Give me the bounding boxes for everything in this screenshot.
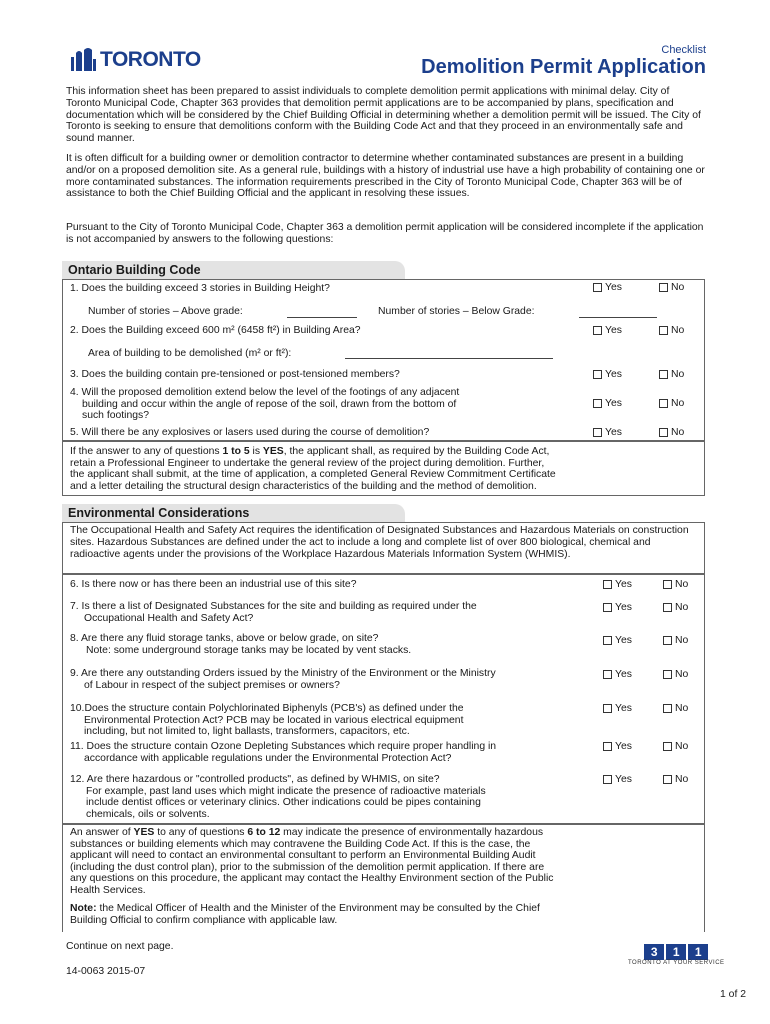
page-number: 1 of 2	[720, 989, 746, 1000]
q4-yes-checkbox[interactable]: Yes	[593, 398, 622, 409]
demolition-area-field[interactable]	[345, 358, 553, 359]
env-intro: The Occupational Health and Safety Act requires the identification of Designated Substances and Hazardous Materials on construction sites. Hazardous Substances are defined under the act to include a long and complete list of over 800 biological, chemical and radioactive agents under the provisions of the Workplace Hazardous Materials Information System (WHMIS).	[70, 525, 689, 560]
q10-no-checkbox[interactable]: No	[663, 703, 688, 714]
checkbox-icon	[659, 326, 668, 335]
q2-yes-checkbox[interactable]: Yes	[593, 325, 622, 336]
intro-paragraph-2: It is often difficult for a building owner or demolition contractor to determine whether contaminated substances are present in a building and/or on a proposed demolition site. As a general rule, buildings with a history of industrial use have a high probability of containing one or more contaminated substances. The information requirements prescribed in the City of Toronto Municipal Code, Chapter 363 will be of assistance to both the Chief Building Official and the applicant in resolving these issues.	[66, 153, 705, 200]
q9-no-checkbox[interactable]: No	[663, 669, 688, 680]
env-note: Note: the Medical Officer of Health and the Minister of the Environment may be consulted by the Chief Building Official to confirm compliance with applicable law.	[70, 903, 540, 926]
intro-paragraph-3: Pursuant to the City of Toronto Municipal Code, Chapter 363 a demolition permit application will be considered incomplete if the application is not accompanied by answers to the following questions:	[66, 222, 704, 245]
checkbox-icon	[593, 370, 602, 379]
question-6: 6. Is there now or has there been an industrial use of this site?	[70, 579, 357, 590]
checkbox-icon	[603, 775, 612, 784]
logo-wordmark: TORONTO	[100, 48, 201, 71]
q11-yes-checkbox[interactable]: Yes	[603, 741, 632, 752]
checkbox-icon	[593, 283, 602, 292]
q1-yes-checkbox[interactable]: Yes	[593, 282, 622, 293]
question-5: 5. Will there be any explosives or lasers used during the course of demolition?	[70, 427, 430, 438]
form-number: 14-0063 2015-07	[66, 966, 146, 977]
question-7: 7. Is there a list of Designated Substances for the site and building as required under the Occupational Health and Safety Act?	[70, 601, 477, 624]
checkbox-icon	[659, 399, 668, 408]
q8-no-checkbox[interactable]: No	[663, 635, 688, 646]
checkbox-icon	[603, 603, 612, 612]
question-3: 3. Does the building contain pre-tensioned or post-tensioned members?	[70, 369, 400, 380]
checkbox-icon	[593, 428, 602, 437]
q2-no-checkbox[interactable]: No	[659, 325, 684, 336]
page-title: Demolition Permit Application	[421, 56, 706, 78]
checkbox-icon	[663, 580, 672, 589]
checkbox-icon	[659, 428, 668, 437]
stories-below-label: Number of stories – Below Grade:	[378, 306, 535, 317]
checkbox-icon	[663, 636, 672, 645]
q9-yes-checkbox[interactable]: Yes	[603, 669, 632, 680]
checkbox-icon	[593, 399, 602, 408]
question-2: 2. Does the Building exceed 600 m² (6458 ft²) in Building Area?	[70, 325, 361, 336]
q12-yes-checkbox[interactable]: Yes	[603, 774, 632, 785]
checkbox-icon	[663, 742, 672, 751]
stories-below-field[interactable]	[579, 317, 657, 318]
q6-yes-checkbox[interactable]: Yes	[603, 579, 632, 590]
obc-note: If the answer to any of questions 1 to 5 is YES, the applicant shall, as required by the Building Code Act, retain a Professional Engineer to undertake the general review of the project during demolition. Further, the applicant shall submit, at the time of application, a completed General Review Commitment Certificate and a letter detailing the structural design characteristics of the building and the method of demolition.	[70, 446, 556, 492]
q10-yes-checkbox[interactable]: Yes	[603, 703, 632, 714]
stories-above-label: Number of stories – Above grade:	[88, 306, 243, 317]
checkbox-icon	[659, 283, 668, 292]
checkbox-icon	[663, 670, 672, 679]
section-heading-environmental: Environmental Considerations	[62, 504, 405, 522]
q3-yes-checkbox[interactable]: Yes	[593, 369, 622, 380]
q7-yes-checkbox[interactable]: Yes	[603, 602, 632, 613]
question-1: 1. Does the building exceed 3 stories in Building Height?	[70, 283, 330, 294]
intro-paragraph-1: This information sheet has been prepared to assist individuals to complete demolition permit applications with minimal delay. City of Toronto Municipal Code, Chapter 363 provides that demolition permit applications are to be accompanied by plans, specification and documentation which will be considered by the Chief Building Official in determining whether a demolition permit will be issued. The City of Toronto is seeking to ensure that demolitions conform with the Building Code Act and that they proceed in an environmentally safe and sound manner.	[66, 86, 701, 145]
question-8: 8. Are there any fluid storage tanks, above or below grade, on site? Note: some underground storage tanks may be located by vent stacks.	[70, 633, 412, 656]
checkbox-icon	[663, 775, 672, 784]
q3-no-checkbox[interactable]: No	[659, 369, 684, 380]
q5-no-checkbox[interactable]: No	[659, 427, 684, 438]
q5-yes-checkbox[interactable]: Yes	[593, 427, 622, 438]
q12-no-checkbox[interactable]: No	[663, 774, 688, 785]
checkbox-icon	[663, 704, 672, 713]
q8-yes-checkbox[interactable]: Yes	[603, 635, 632, 646]
stories-above-field[interactable]	[287, 317, 357, 318]
checkbox-icon	[659, 370, 668, 379]
checklist-label: Checklist	[661, 44, 706, 56]
question-12: 12. Are there hazardous or "controlled products", as defined by WHMIS, on site? For example, past land uses which might indicate the presence of radioactive materials include dentist offices or veterinary clinics. Other indications could be pipes containing chemicals, oils or solvents.	[70, 774, 486, 820]
checkbox-icon	[663, 603, 672, 612]
demolition-area-label: Area of building to be demolished (m² or ft²):	[88, 348, 292, 359]
q6-no-checkbox[interactable]: No	[663, 579, 688, 590]
question-9: 9. Are there any outstanding Orders issued by the Ministry of the Environment or the Ministry of Labour in respect of the subject premises or owners?	[70, 668, 496, 691]
city-hall-icon	[70, 47, 96, 73]
note-label: Note:	[70, 903, 97, 914]
city-of-toronto-logo	[70, 47, 201, 73]
q1-no-checkbox[interactable]: No	[659, 282, 684, 293]
question-4: 4. Will the proposed demolition extend below the level of the footings of any adjacent building and occur within the angle of repose of the soil, drawn from the bottom of such footings?	[70, 387, 460, 422]
continue-note: Continue on next page.	[66, 941, 174, 952]
checkbox-icon	[593, 326, 602, 335]
checkbox-icon	[603, 636, 612, 645]
checkbox-icon	[603, 670, 612, 679]
section-heading-obc: Ontario Building Code	[62, 261, 405, 279]
question-10: 10.Does the structure contain Polychlorinated Biphenyls (PCB's) as defined under the Environmental Protection Act? PCB may be located in various electrical equipment including, but not limited to, light ballasts, transformers, capacitors, etc.	[70, 703, 464, 738]
q7-no-checkbox[interactable]: No	[663, 602, 688, 613]
checkbox-icon	[603, 580, 612, 589]
checkbox-icon	[603, 742, 612, 751]
311-logo: 3 1 1 TORONTO AT YOUR SERVICE	[628, 945, 725, 966]
question-11: 11. Does the structure contain Ozone Depleting Substances which require proper handling in accordance with applicable regulations under the Environmental Protection Act?	[70, 741, 497, 764]
env-answer-note: An answer of YES to any of questions 6 to 12 may indicate the presence of environmentally hazardous substances or building elements which may contravene the Building Code Act. If this is the case, the applicant will need to contact an environmental consultant to perform an Environmental Building Audit (including the dust control plan), prior to the submission of the demolition permit application. If there are any questions on this procedure, the applicant may contact the Healthy Environment section of the Public Health Services.	[70, 827, 554, 896]
q11-no-checkbox[interactable]: No	[663, 741, 688, 752]
checkbox-icon	[603, 704, 612, 713]
q4-no-checkbox[interactable]: No	[659, 398, 684, 409]
